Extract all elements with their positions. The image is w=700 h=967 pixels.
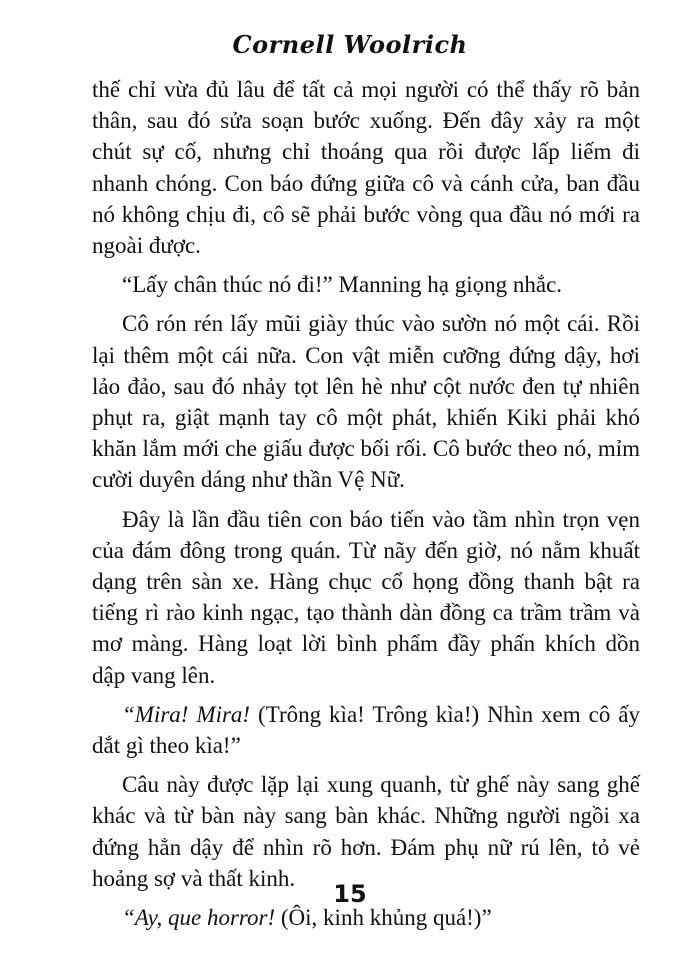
italic-phrase: “Mira! Mira! (122, 701, 251, 727)
paragraph: Câu này được lặp lại xung quanh, từ ghế này sang ghế khác và từ bàn này sang bàn khác. Những người ngồi xa đứng hẳn dậy để nhìn rõ hơn. Đám phụ nữ rú lên, tỏ vẻ hoảng sợ và thất kinh. (92, 772, 640, 891)
paragraph: thế chỉ vừa đủ lâu để tất cả mọi người có thể thấy rõ bản thân, sau đó sửa soạn bước xuống. Đến đây xảy ra một chút sự cố, nhưng chỉ thoáng qua rồi được lấp liếm đi nhanh chóng. Con báo đứng giữa cô và cánh cửa, ban đầu nó không chịu đi, cô sẽ phải bước vòng qua đầu nó mới ra ngoài được. (92, 77, 640, 259)
italic-phrase: “Ay, que horror! (122, 905, 276, 931)
paragraph-text: (Ôi, kinh khủng quá!)” (275, 905, 492, 931)
page-number: 15 (333, 880, 367, 908)
paragraph (92, 699, 640, 761)
paragraph-text: (Trông kìa! Trông kìa!) Nhìn xem cô ấy dắt gì theo kìa!” (92, 701, 640, 759)
paragraph: Đây là lần đầu tiên con báo tiến vào tầm nhìn trọn vẹn của đám đông trong quán. Từ nãy đến giờ, nó nằm khuất dạng trên sàn xe. Hàng chục cổ họng đồng thanh bật ra tiếng rì rào kinh ngạc, tạo thành dàn đồng ca trầm trầm và mơ màng. Hàng loạt lời bình phẩm đầy phấn khích dồn dập vang lên. (92, 506, 640, 688)
paragraph: Cô rón rén lấy mũi giày thúc vào sườn nó một cái. Rồi lại thêm một cái nữa. Con vật miễn cưỡng đứng dậy, hơi lảo đảo, sau đó nhảy tọt lên hè như cột nước đen tự nhiên phụt ra, giật mạnh tay cô một phát, khiến Kiki phải khó khăn lắm mới che giấu được bối rối. Cô bước theo nó, mỉm cười duyên dáng như thần Vệ Nữ. (92, 311, 640, 493)
running-head-author: Cornell Woolrich (232, 30, 468, 59)
body-text (92, 74, 640, 933)
paragraph: “Lấy chân thúc nó đi!” Manning hạ giọng nhắc. (122, 272, 563, 298)
